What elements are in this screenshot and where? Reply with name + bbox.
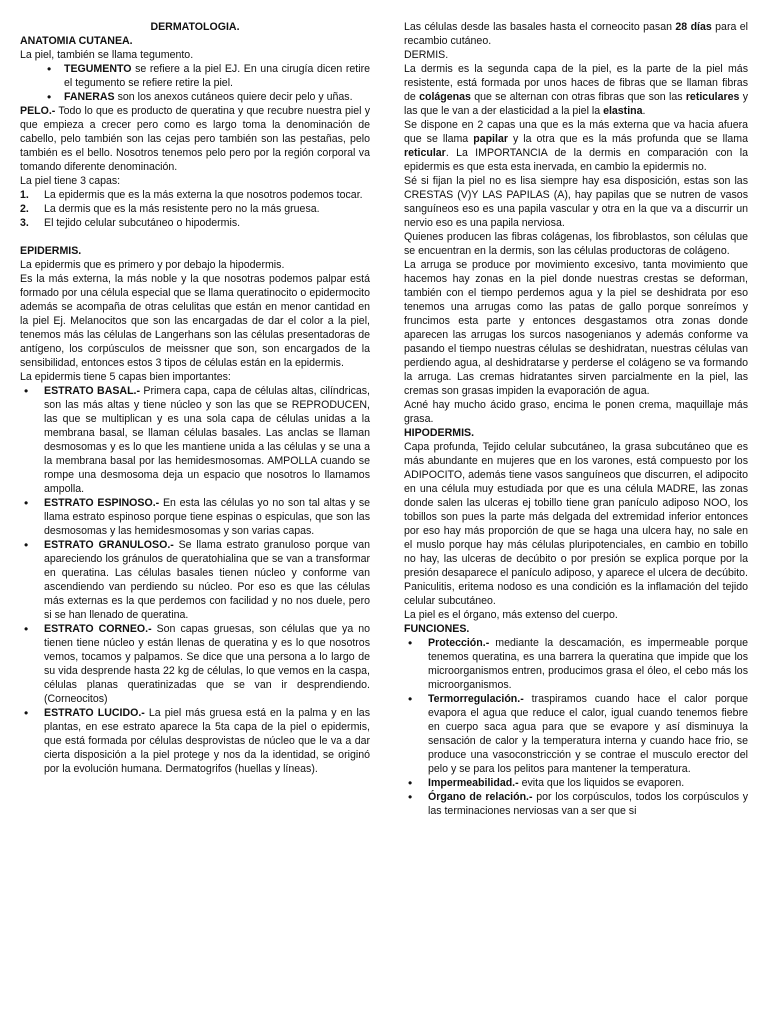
functions-heading: FUNCIONES. (404, 623, 470, 635)
epidermis-paragraph: La epidermis que es primero y por debajo la hipodermis. (20, 259, 285, 271)
list-item: • ESTRATO LUCIDO.- La piel más gruesa está en la palma y en las plantas, en ese estrato aparece la 5ta capa de la piel o epidermis, que está formada por células desprovistas de núcleo que le va a dar cierta disposición a la piel protege y nos da la identidad, se originó por la evolución humana. Dermatogrifos (huellas y líneas). (20, 706, 370, 776)
epidermis-heading: EPIDERMIS. (20, 245, 82, 257)
list-item: 3. El tejido celular subcutáneo o hipodermis. (20, 217, 241, 229)
hypodermis-paragraph: La piel es el órgano, más extenso del cuerpo. (404, 609, 618, 621)
list-item: • ESTRATO ESPINOSO.- En esta las células yo no son tal altas y se llama estrato espinoso porque tiene espinas o espiculas, que son las desmosomas y las hemidesmosomas y son varias capas. (20, 496, 370, 538)
list-item: 1. La epidermis que es la más externa la que nosotros podemos tocar. (20, 189, 363, 201)
layers-list (20, 188, 370, 230)
anatomy-list (20, 62, 370, 104)
strata-list (20, 384, 370, 776)
list-item: • Órgano de relación.- por los corpúsculos, todos los corpúsculos y las terminaciones nerviosas van a ser que si (404, 790, 748, 818)
hypodermis-heading: HIPODERMIS. (404, 427, 475, 439)
hypodermis-paragraph: Capa profunda, Tejido celular subcutáneo, la grasa subcutáneo que es más abundante en mujeres que en los varones, está compuesto por los ADIPOCITO, además tiene vasos sanguíneos que discurren, el adipocito en una célula muy estudiada por que es una célula MADRE, las zonas donde salen las ulceras ej tobillo tiene gran panículo adiposo NOO, los tobillos son pues la parte más delgada del extremidad inferior entonces por eso hay más proporción de que se haga una ulcera hay, no sale en el muslo porque hay más células pluripotenciales, en cambio en tobillo no hay, las ulceras de decúbito o por presión se explica porque por la presión desaparece el panículo adiposo, y aparece el ulcera de decúbito. Paniculitis, eritema nodoso es una condición es la inflamación del tejido celular subcutáneo. (404, 441, 748, 607)
functions-list (404, 636, 748, 818)
dermis-paragraph: Quienes producen las fibras colágenas, los fibroblastos, son células que se encuentran en la dermis, son las células productoras de colágeno. (404, 231, 748, 257)
epidermis-paragraph: La epidermis tiene 5 capas bien importantes: (20, 371, 231, 383)
list-item: • ESTRATO BASAL.- Primera capa, capa de células altas, cilíndricas, son las más altas y tiene núcleo y son las que se REPRODUCEN, las que se multiplican y es una sola capa de células unidas a la membrana basal, se llaman células basales. Las anclas se llaman desmosomas y es lo que les mantiene unida a las células y se una a la membrana basal por las hemidesmosomas. AMPOLLA cuando se rompe una desmosoma deja un espacio que nosotros lo llamamos ampolla. (20, 384, 370, 496)
list-item: • Termorregulación.- traspiramos cuando hace el calor porque evapora el agua que reduce el calor, igual cuando tenemos fiebre en cuerpo saca agua para que se evapore y así disminuya la sensación de calor y la temperatura interna y cuando hace frio, se produce una vasoconstricción y se contrae el musculo erector del pelo y se para los pelitos para mantener la temperatura. (404, 692, 748, 776)
left-column (20, 20, 370, 776)
list-item: • Protección.- mediante la descamación, es impermeable porque tenemos queratina, es una barrera la queratina que impide que los microorganismos entren, producimos grasa el óleo, el cebo más los microorganismos. (404, 636, 748, 692)
list-item: 2. La dermis que es la más resistente pero no la más gruesa. (20, 203, 320, 215)
dermis-heading: DERMIS. (404, 49, 449, 61)
dermis-paragraph: Sé si fijan la piel no es lisa siempre hay esa disposición, estas son las CRESTAS (V)Y LAS PAPILAS (A), hay papilas que se nutren de vasos sanguíneos eso es una papila vascular y otra en la que va a discurrir un nervio eso es una papila nerviosa. (404, 175, 748, 229)
list-item: • ESTRATO CORNEO.- Son capas gruesas, son células que ya no tienen tiene núcleo y están llenas de queratina y es lo que nosotros vemos, tocamos y palpamos. Se dice que una persona a lo largo de su vida desprende hasta 22 kg de células, lo que vemos en la caspa, células planas queratinizadas que se van ir desprendiendo. (Corneocitos) (20, 622, 370, 706)
dermis-paragraph: Se dispone en 2 capas una que es la más externa que va hacia afuera que se llama papilar y la otra que es la más profunda que se llama reticular. La IMPORTANCIA de la dermis en comparación con la epidermis es que esta esta inervada, en cambio la epidermis no. (404, 119, 749, 173)
epidermis-paragraph: Es la más externa, la más noble y la que nosotras podemos palpar está formado por una célula especial que se llama queratinocito o epidermocito además se acompaña de otras celulitas que están en menor cantidad en la piel Ej. Melanocitos que son las encargadas de dar el color a la piel, tenemos más las células de Langerhans son las células presentadoras de antígeno, los corpúsculos de meissner que son, son encargados de la sensibilidad, entonces estos 3 tipos de células están en la epidermis. (20, 273, 370, 369)
dermis-paragraph: Acné hay mucho ácido graso, encima le ponen crema, maquillaje más grasa. (404, 399, 748, 425)
anatomy-heading: ANATOMIA CUTANEA. (20, 35, 133, 47)
dermis-paragraph: La dermis es la segunda capa de la piel, es la parte de la piel más resistente, está formada por unos haces de fibras que se llaman fibras de colágenas que se alternan con otras fibras que son las reticulares y las que le van a der elasticidad a la piel la elastina. (404, 63, 748, 117)
spacer (20, 230, 370, 244)
list-item: • TEGUMENTO se refiere a la piel EJ. En una cirugía dicen retire el tegumento se refiere retire la piel. (20, 62, 370, 90)
anatomy-intro: La piel, también se llama tegumento. (20, 49, 194, 61)
dermis-paragraph: La arruga se produce por movimiento excesivo, tanta movimiento que hacemos hay zonas en la piel donde nuestras crestas se deforman, también con el tiempo perdemos agua y la piel se deshidrata por eso tenemos una arrugas como las patas de gallo porque sonreímos y fruncimos esta parte y entonces desgastamos otra zonas donde aparecen las arrugas los surcos nasogenianos y además conforme va pasando el tiempo nuestras células se deshidratan, nuestras células van perdiendo agua, al deshidratarse y perderse el colágeno se va formando la arruga. Las cremas hidratantes sirven parcialmente en la piel, las cremas son grasas impiden la evaporación de agua. (404, 259, 748, 397)
pelo-paragraph: PELO.- Todo lo que es producto de queratina y que recubre nuestra piel y que empieza a crecer pero como es largo toma la denominación de cabello, pelo también son las cejas pero también son las pestañas, pelo también es el bello. Nosotros tenemos pelo pero por la región corporal va tomando diferente denominación. (20, 105, 370, 173)
document-title: DERMATOLOGIA. (150, 21, 240, 33)
right-column (404, 20, 748, 818)
layers-intro: La piel tiene 3 capas: (20, 175, 121, 187)
renewal-paragraph: Las células desde las basales hasta el corneocito pasan 28 días para el recambio cutáneo. (404, 21, 748, 47)
list-item: • ESTRATO GRANULOSO.- Se llama estrato granuloso porque van apareciendo los gránulos de queratohialina que se van a transformar en queratina. Las células basales tienen núcleo y conforme van ascendiendo van perdiendo su núcleo. Por eso es que las células más externas es la que perdemos con facilidad y no nos duele, pero si se han llenado de queratina. (20, 538, 370, 622)
list-item: • FANERAS son los anexos cutáneos quiere decir pelo y uñas. (20, 90, 370, 104)
list-item: • Impermeabilidad.- evita que los liquidos se evaporen. (404, 776, 748, 790)
